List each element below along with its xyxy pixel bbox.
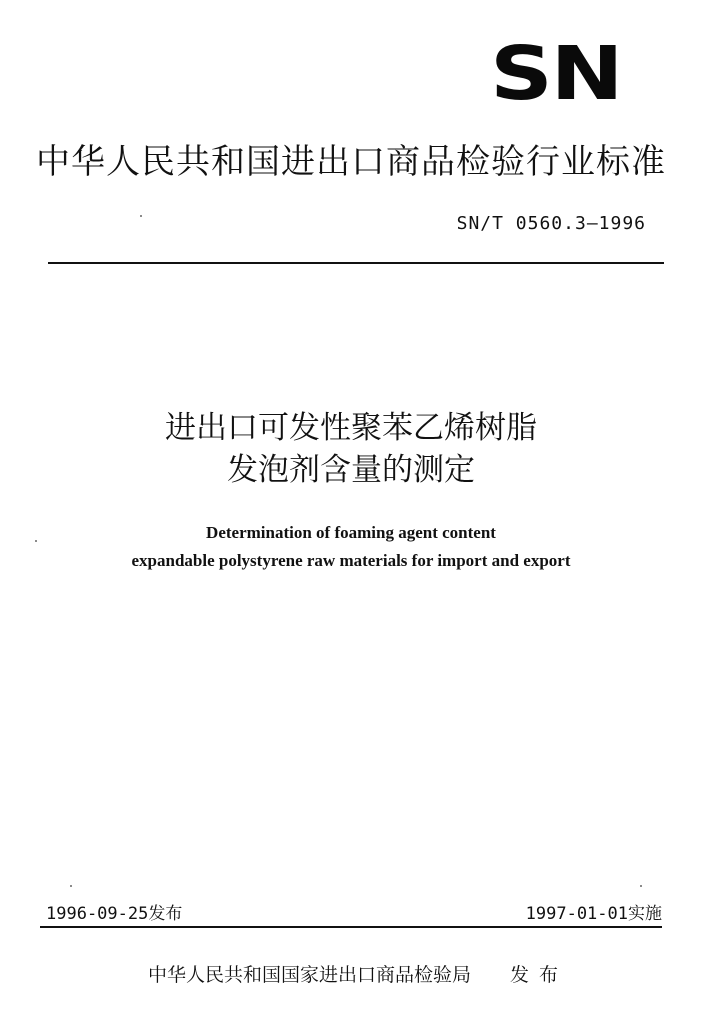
standard-number: SN/T 0560.3—1996 <box>456 213 646 234</box>
scan-speck <box>640 885 642 887</box>
organization-title: 中华人民共和国进出口商品检验行业标准 <box>36 142 666 182</box>
english-title-line-2: expandable polystyrene raw materials for import and export <box>131 551 571 570</box>
issue-date: 1996-09-25发布 <box>46 904 183 924</box>
scan-speck <box>35 540 37 542</box>
issuer-action-label: 发布 <box>510 964 569 986</box>
english-title-line-1: Determination of foaming agent content <box>206 523 496 542</box>
scan-speck <box>70 885 72 887</box>
chinese-title-line-2: 发泡剂含量的测定 <box>227 452 475 488</box>
header-divider <box>48 262 664 264</box>
implementation-date: 1997-01-01实施 <box>525 904 662 924</box>
scan-speck <box>140 215 142 217</box>
footer-divider <box>40 926 662 928</box>
issuing-authority: 中华人民共和国国家进出口商品检验局 <box>148 964 472 986</box>
chinese-title-line-1: 进出口可发性聚苯乙烯树脂 <box>165 410 537 446</box>
sn-logo: SN <box>490 31 622 117</box>
